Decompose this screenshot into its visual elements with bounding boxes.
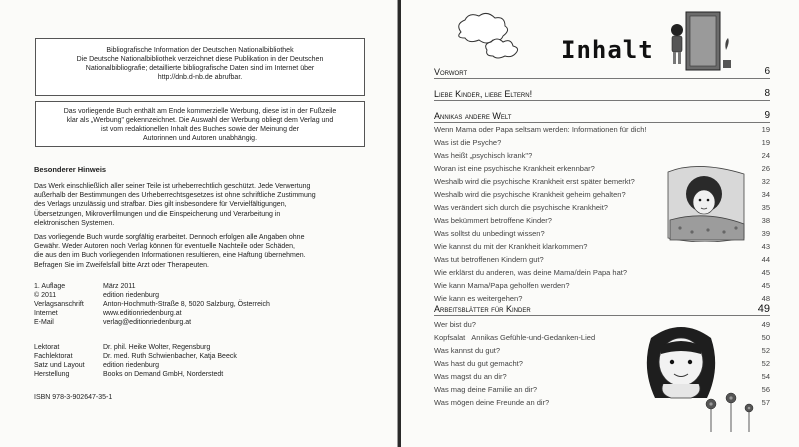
box1-line: Bibliografische Information der Deutschen Nationalbibliothek (106, 47, 294, 54)
toc-entry[interactable] (434, 281, 770, 291)
toc-entry-title: Wer bist du? (434, 320, 476, 329)
para-line: außerhalb der Bestimmungen des Urheberrechtsgesetzes ist ohne schriftliche Zustimmung (34, 192, 316, 200)
toc-entry[interactable] (434, 333, 770, 343)
toc-entry-page: 57 (761, 398, 770, 407)
toc-entry-title: Wie kann Mama/Papa geholfen werden? (434, 281, 570, 290)
para-line: Das Werk einschließlich aller seiner Teile ist urheberrechtlich geschützt. Jede Verwertung (34, 183, 311, 190)
imprint-value: Dr. med. Ruth Schwienbacher, Katja Beeck (103, 353, 237, 361)
para-line: Gewähr. Weder Autoren noch Verlag können für eventuelle Nachteile oder Schäden, (34, 243, 295, 251)
toc-entry-page: 19 (761, 138, 770, 147)
toc-entry-title: Was mag deine Familie an dir? (434, 385, 538, 394)
toc-entry-title: Was tut betroffenen Kindern gut? (434, 255, 544, 264)
toc-entry-page: 26 (761, 164, 770, 173)
toc-entry[interactable] (434, 164, 770, 174)
imprint-row (34, 318, 270, 327)
toc-entry-title: Was mögen deine Freunde an dir? (434, 398, 550, 407)
imprint-key: Fachlektorat (34, 353, 73, 361)
toc-entry-page: 9 (764, 110, 770, 121)
toc-entry-title: Kopfsalat (434, 333, 466, 342)
toc-entry[interactable] (434, 242, 770, 252)
para-line: Befragen Sie im Zweifelsfall bitte Arzt oder Therapeuten. (34, 261, 209, 269)
toc-entry-title: Was bekümmert betroffene Kinder? (434, 216, 552, 225)
toc-entry-page: 35 (761, 203, 770, 212)
toc-entry[interactable] (434, 372, 770, 382)
girl-at-door-illustration (664, 10, 734, 72)
toc-entry-page: 48 (761, 294, 770, 303)
toc-entry-title: Was heißt „psychisch krank"? (434, 151, 533, 160)
bibliographic-info-box (35, 38, 365, 96)
imprint-page (0, 0, 398, 447)
para-line: Das vorliegende Buch wurde sorgfältig erarbeitet. Dennoch erfolgen alle Angaben ohne (34, 234, 305, 241)
toc-entry-annikas-welt[interactable] (434, 110, 770, 123)
toc-entry-title: Woran ist eine psychische Krankheit erkennbar? (434, 164, 595, 173)
toc-entry-page: 8 (764, 88, 770, 99)
imprint-key: Satz und Layout (34, 362, 85, 370)
toc-entry-title: Wenn Mama oder Papa seltsam werden: Informationen für dich! (434, 125, 647, 134)
toc-entry-title: Wie erklärst du anderen, was deine Mama/dein Papa hat? (434, 268, 628, 277)
toc-entry-title: Wie kann es weitergehen? (434, 294, 523, 303)
toc-entry-page: 43 (761, 242, 770, 251)
imprint-value: www.editionriedenburg.at (103, 310, 182, 318)
toc-entry-title: Annikas andere Welt (434, 111, 512, 121)
toc-entry-page: 24 (761, 151, 770, 160)
box2-line: Autorinnen und Autoren unabhängig. (142, 135, 258, 142)
box1-line: http://dnb.d-nb.de abrufbar. (157, 74, 243, 81)
imprint-key: Verlagsanschrift (34, 301, 84, 309)
toc-entry-title: Was magst du an dir? (434, 372, 507, 381)
imprint-row (34, 370, 237, 379)
imprint-value: edition riedenburg (103, 292, 160, 300)
para-line: Übersetzungen, Mikroverfilmungen und die Einspeicherung und Verarbeitung in (34, 210, 281, 218)
toc-entry-vorwort[interactable] (434, 66, 770, 79)
toc-title: Inhalt (561, 36, 654, 64)
toc-entry[interactable] (434, 385, 770, 395)
toc-entry-page: 38 (761, 216, 770, 225)
imprint-value: März 2011 (103, 283, 136, 290)
box1-line: Nationalbibliografie; detaillierte bibliografische Daten sind im Internet über (85, 65, 315, 72)
copyright-paragraph (34, 182, 366, 228)
imprint-value: verlag@editionriedenburg.at (103, 319, 192, 327)
toc-entry-page: 19 (761, 125, 770, 134)
toc-entry-title: Wie kannst du mit der Krankheit klarkommen? (434, 242, 588, 251)
box2-line: ist vom redaktionellen Inhalt des Buches sowie der Meinung der (100, 126, 300, 133)
toc-entry-page: 45 (761, 281, 770, 290)
para-line: elektronischen Systemen. (34, 219, 115, 227)
toc-entry-subtitle: Annikas Gefühle-und-Gedanken-Lied (471, 333, 596, 342)
editorial-details (34, 343, 237, 379)
box2-line: klar als „Werbung" gekennzeichnet. Die Auswahl der Werbung obliegt dem Verlag und (66, 117, 334, 124)
toc-entry-page: 32 (761, 177, 770, 186)
imprint-key: Herstellung (34, 371, 70, 379)
imprint-value: edition riedenburg (103, 362, 160, 370)
toc-entry-page: 39 (761, 229, 770, 238)
toc-entry[interactable] (434, 320, 770, 330)
toc-entry-title: Was hast du gut gemacht? (434, 359, 523, 368)
toc-entry-page: 45 (761, 268, 770, 277)
imprint-value: Anton-Hochmuth-Straße 8, 5020 Salzburg, Österreich (103, 301, 270, 309)
toc-entry-title: Was kannst du gut? (434, 346, 501, 355)
toc-entry[interactable] (434, 125, 770, 135)
imprint-row (34, 282, 270, 291)
table-of-contents-page (401, 0, 799, 447)
imprint-row (34, 300, 270, 309)
box2-line: Das vorliegende Buch enthält am Ende kommerzielle Werbung, diese ist in der Fußzeile (63, 108, 337, 115)
toc-entry-title: Was verändert sich durch die psychische Krankheit? (434, 203, 608, 212)
toc-entry-page: 49 (757, 303, 770, 315)
toc-entry[interactable] (434, 138, 770, 148)
toc-entry-title: Liebe Kinder, liebe Eltern! (434, 89, 533, 99)
toc-entry[interactable] (434, 255, 770, 265)
imprint-key: Lektorat (34, 344, 60, 351)
toc-entry[interactable] (434, 346, 770, 356)
imprint-value: Books on Demand GmbH, Norderstedt (103, 371, 224, 379)
toc-entry-page: 54 (761, 372, 770, 381)
toc-entry-title-pair (434, 333, 595, 343)
imprint-key: Internet (34, 310, 58, 318)
imprint-row (34, 361, 237, 370)
toc-entry[interactable] (434, 268, 770, 278)
toc-entry-page: 50 (761, 333, 770, 342)
special-notice-heading: Besonderer Hinweis (34, 165, 107, 174)
box1-line: Die Deutsche Nationalbibliothek verzeichnet diese Publikation in der Deutschen (76, 56, 324, 63)
toc-entry-page: 56 (761, 385, 770, 394)
imprint-key: © 2011 (34, 292, 57, 300)
toc-entry-title: Weshalb wird die psychische Krankheit erst später bemerkt? (434, 177, 635, 186)
cloud-illustration (451, 12, 535, 62)
toc-entry-page: 49 (761, 320, 770, 329)
toc-entry-title: Arbeitsblätter für Kinder (434, 304, 531, 314)
imprint-key: 1. Auflage (34, 283, 66, 290)
toc-entry[interactable] (434, 203, 770, 213)
imprint-value: Dr. phil. Heike Wolter, Regensburg (103, 344, 211, 351)
toc-entry-title: Vorwort (434, 67, 468, 77)
toc-entry[interactable] (434, 177, 770, 187)
imprint-row (34, 352, 237, 361)
para-line: des Verlags unzulässig und strafbar. Dies gilt insbesondere für Vervielfältigungen, (34, 201, 287, 209)
imprint-row (34, 309, 270, 318)
toc-entry[interactable] (434, 229, 770, 239)
imprint-row (34, 291, 270, 300)
toc-entry-title: Was solltst du unbedingt wissen? (434, 229, 545, 238)
toc-entry-title: Weshalb wird die psychische Krankheit geheim gehalten? (434, 190, 626, 199)
para-line: die aus den im Buch vorliegenden Informationen resultieren, eine Haftung übernehmen. (34, 252, 306, 260)
disclaimer-paragraph (34, 233, 366, 270)
imprint-key: E-Mail (34, 319, 54, 327)
publication-details (34, 282, 270, 327)
toc-entry-liebe-kinder[interactable] (434, 88, 770, 101)
toc-entry-page: 6 (764, 66, 770, 77)
toc-entry-arbeitsblaetter[interactable] (434, 303, 770, 316)
isbn: ISBN 978-3-902647-35-1 (34, 394, 113, 401)
toc-entry-page: 52 (761, 346, 770, 355)
toc-entry-title: Was ist die Psyche? (434, 138, 502, 147)
toc-entry[interactable] (434, 151, 770, 161)
toc-entry-page: 52 (761, 359, 770, 368)
toc-entry[interactable] (434, 190, 770, 200)
toc-entry[interactable] (434, 398, 770, 408)
imprint-row (34, 343, 237, 352)
toc-entry[interactable] (434, 359, 770, 369)
toc-entry-page: 34 (761, 190, 770, 199)
advertising-notice-box (35, 101, 365, 147)
toc-entry[interactable] (434, 216, 770, 226)
toc-entry-page: 44 (761, 255, 770, 264)
